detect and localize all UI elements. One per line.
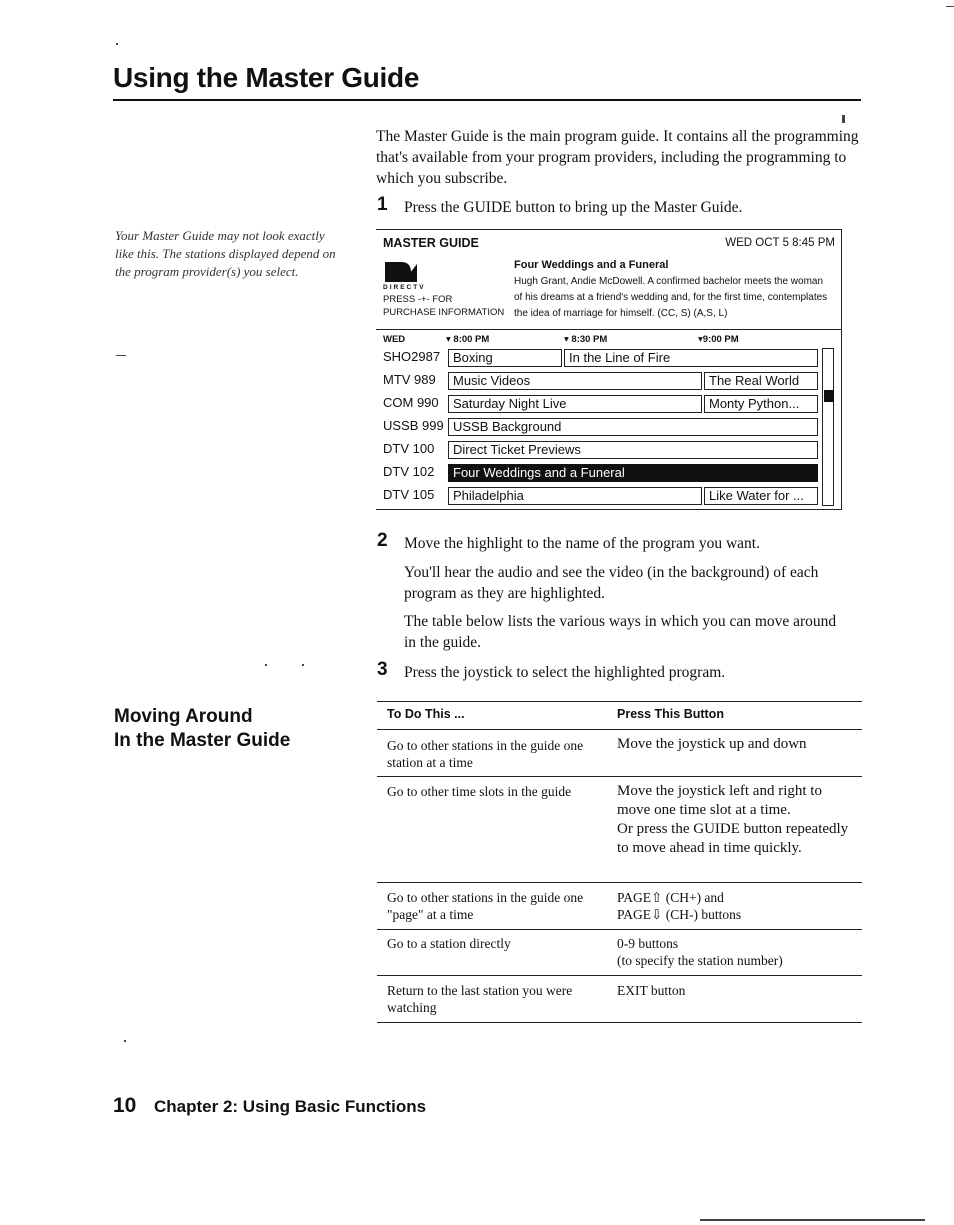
guide-separator [376,329,841,330]
day-label: WED [383,334,406,345]
guide-scrollbar[interactable] [822,348,834,506]
table-cell-button: Move the joystick left and right to move one time slot at a time. Or press the GUIDE button repeatedly to move ahead in time quickly. [617,783,849,856]
channel-label: USSB 999 [383,418,444,433]
step-2-detail: You'll hear the audio and see the video (in the background) of each program as they are highlighted. [404,564,819,602]
guide-date-time: WED OCT 5 8:45 PM [725,237,835,249]
channel-label: DTV 100 [383,441,435,456]
table-rule [377,729,862,730]
program-cell[interactable]: In the Line of Fire [564,349,818,367]
guide-scroll-thumb[interactable] [824,390,834,402]
table-header-button: Press This Button [617,707,724,721]
program-cell[interactable]: Music Videos [448,372,702,390]
step-1-text: Press the GUIDE button to bring up the Master Guide. [404,199,743,216]
footer-chapter-title: Chapter 2: Using Basic Functions [154,1097,427,1116]
table-cell-action: Go to other stations in the guide one station at a time [387,738,584,770]
channel-label: DTV 105 [383,487,435,502]
step-2-number: 2 [377,530,388,551]
scan-speck [116,43,118,45]
program-cell[interactable]: Monty Python... [704,395,818,413]
directv-logo-icon [383,260,419,284]
scan-speck [842,115,845,123]
intro-paragraph: The Master Guide is the main program guide. It contains all the programming that's available from your program providers, including the programming to which you subscribe. [376,128,859,187]
side-note: Your Master Guide may not look exactly like this. The stations displayed depend on the program provider(s) you select. [115,228,336,279]
program-cell[interactable]: Direct Ticket Previews [448,441,818,459]
time-slot-830: ▾ 8:30 PM [564,334,608,345]
master-guide-screen [376,229,842,510]
title-rule [113,99,861,101]
table-rule [377,975,862,976]
channel-label: MTV 989 [383,372,436,387]
program-cell[interactable]: USSB Background [448,418,818,436]
guide-title: MASTER GUIDE [383,236,479,250]
table-rule [377,701,862,702]
step-3-number: 3 [377,659,388,680]
purchase-info-label: PURCHASE INFORMATION [383,307,505,318]
program-title: Four Weddings and a Funeral [514,259,669,271]
table-cell-action: Go to a station directly [387,936,511,951]
time-slot-800: ▾ 8:00 PM [446,334,490,345]
table-rule [377,882,862,883]
program-description: Hugh Grant, Andie McDowell. A confirmed bachelor meets the woman of his dreams at a friend's wedding and, for the first time, contemplates the idea of marriage for himself. (CC, S) (A,S, L) [514,276,828,319]
table-rule [377,776,862,777]
scan-speck [946,6,954,7]
table-cell-action: Return to the last station you were watching [387,983,573,1015]
program-cell[interactable]: Boxing [448,349,562,367]
program-cell[interactable]: The Real World [704,372,818,390]
scan-speck [124,1040,126,1042]
section-heading-line-1: Moving Around [114,706,253,727]
table-cell-button: Move the joystick up and down [617,736,807,752]
table-cell-button: EXIT button [617,983,686,998]
press-for-label: PRESS -+- FOR [383,294,453,305]
table-rule [377,1022,862,1023]
time-slot-900: ▾9:00 PM [698,334,739,345]
section-heading [114,705,290,753]
table-cell-button: 0-9 buttons (to specify the station number) [617,936,783,968]
section-heading-line-2: In the Master Guide [114,730,291,751]
step-3-text: Press the joystick to select the highlighted program. [404,664,726,681]
program-cell[interactable]: Philadelphia [448,487,702,505]
page-title: Using the Master Guide [113,62,420,93]
step-2-table-intro: The table below lists the various ways in which you can move around in the guide. [404,613,837,651]
channel-label: SHO2987 [383,349,441,364]
program-cell[interactable]: Like Water for ... [704,487,818,505]
step-2-text: Move the highlight to the name of the program you want. [404,535,760,552]
channel-label: DTV 102 [383,464,435,479]
scan-speck [116,355,126,356]
footer-page-number: 10 [113,1094,137,1117]
program-cell[interactable]: Saturday Night Live [448,395,702,413]
scan-speck [265,664,267,666]
directv-logo-text: DIRECTV [383,284,426,291]
table-cell-button: PAGE⇧ (CH+) and PAGE⇩ (CH-) buttons [617,890,742,922]
table-cell-action: Go to other stations in the guide one "page" at a time [387,890,584,922]
step-1-number: 1 [377,194,388,215]
table-rule [377,929,862,930]
scan-edge-line [700,1219,925,1221]
highlighted-program-cell[interactable]: Four Weddings and a Funeral [448,464,818,482]
table-cell-action: Go to other time slots in the guide [387,784,572,799]
channel-label: COM 990 [383,395,439,410]
table-header-action: To Do This ... [387,707,465,721]
scan-speck [302,664,304,666]
